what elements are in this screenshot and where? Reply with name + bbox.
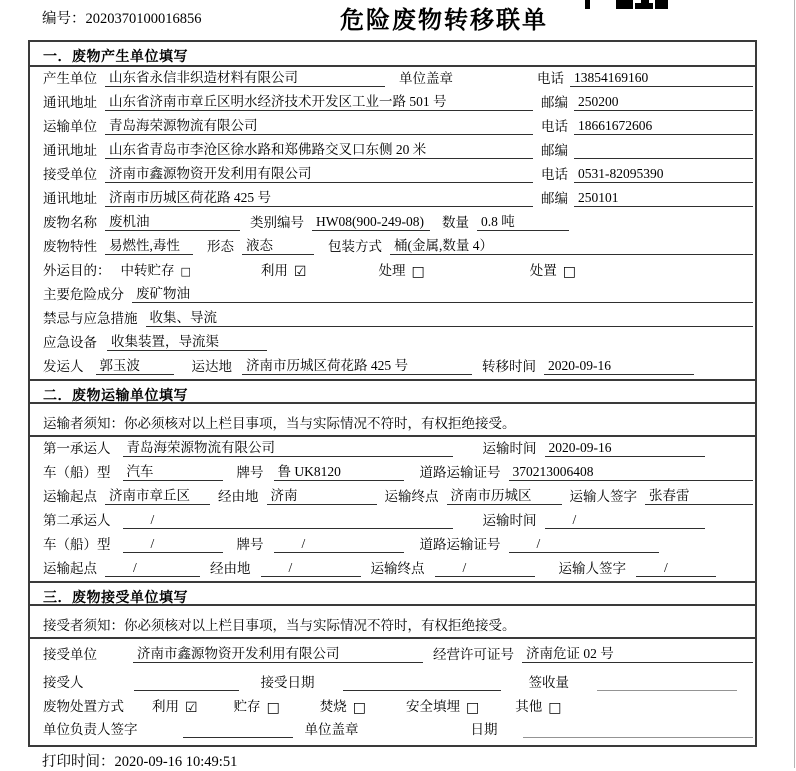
transport-time-value: /	[545, 512, 705, 529]
checkbox-unchecked-icon: □	[466, 700, 480, 716]
route-via-value: /	[261, 560, 361, 577]
category-code-value: HW08(900-249-08)	[312, 214, 430, 231]
producer-address-row	[30, 91, 755, 115]
transfer-purpose-label: 外运目的：	[43, 263, 111, 278]
plate-number-value: 鲁 UK8120	[274, 464, 404, 481]
address-label: 通讯地址	[43, 95, 97, 110]
first-carrier-label: 第一承运人	[43, 441, 111, 456]
received-quantity-label: 签收量	[528, 675, 569, 690]
carrier-signature-label: 运输人签字	[558, 561, 626, 576]
received-quantity-value	[597, 690, 737, 691]
form-label: 形态	[207, 239, 234, 254]
address-label: 通讯地址	[43, 191, 97, 206]
packing-value: 桶(金属,数量 4）	[390, 238, 753, 255]
producer-unit-value: 山东省永信非织造材料有限公司	[105, 70, 385, 87]
transport-unit-label: 运输单位	[43, 119, 97, 134]
option-other-label: 其他	[515, 699, 543, 714]
transfer-time-value: 2020-09-16	[544, 358, 694, 375]
quantity-label: 数量	[442, 215, 469, 230]
checkbox-unchecked-icon: □	[562, 264, 576, 280]
road-license-label: 道路运输证号	[419, 537, 501, 552]
phone-label: 电话	[541, 119, 568, 134]
quantity-value: 0.8 吨	[477, 214, 569, 231]
print-time-label: 打印时间：	[42, 754, 115, 770]
carrier-signature-value: /	[636, 560, 716, 577]
producer-unit-row	[30, 67, 755, 91]
destination-value: 济南市历城区荷花路 425 号	[242, 358, 472, 375]
unit-seal-label: 单位盖章	[399, 71, 453, 86]
hazard-component-value: 废矿物油	[132, 286, 753, 303]
option-store-label: 贮存	[233, 699, 261, 714]
transport-time-label: 运输时间	[482, 441, 537, 456]
plate-number-value: /	[274, 536, 404, 553]
road-license-label: 道路运输证号	[419, 465, 501, 480]
qr-code-fragment-icon	[585, 0, 670, 9]
qr-block	[621, 0, 633, 9]
checkbox-checked-icon: ☑	[293, 264, 307, 280]
dispatcher-value: 郭玉波	[96, 358, 174, 375]
receiver-unit-row	[30, 163, 755, 187]
receiver-address-row	[30, 187, 755, 211]
packing-label: 包装方式	[328, 239, 382, 254]
carrier-signature-label: 运输人签字	[569, 489, 637, 504]
category-code-label: 类别编号	[250, 215, 304, 230]
route2-row	[30, 557, 755, 581]
road-license-value: 370213006408	[509, 464, 754, 481]
accept-date-value	[343, 690, 501, 691]
dispatcher-label: 发运人	[43, 359, 84, 374]
plate-number-label: 牌号	[236, 465, 264, 480]
route-start-value: /	[105, 560, 200, 577]
recipient-row	[30, 667, 755, 695]
vehicle2-row	[30, 533, 755, 557]
vehicle-type-value: /	[123, 536, 223, 553]
qr-block	[641, 0, 649, 4]
accepting-unit-value: 济南市鑫源物资开发利用有限公司	[133, 646, 423, 663]
transporter-address-row	[30, 139, 755, 163]
checkbox-unchecked-icon: □	[180, 265, 191, 278]
vehicle-type-label: 车（船）型	[43, 537, 111, 552]
address-label: 通讯地址	[43, 143, 97, 158]
road-license-value: /	[509, 536, 659, 553]
waste-traits-label: 废物特性	[43, 239, 97, 254]
second-carrier-row	[30, 509, 755, 533]
taboo-measures-row	[30, 307, 755, 331]
destination-label: 运达地	[191, 359, 232, 374]
route-via-label: 经由地	[210, 561, 251, 576]
receiver-unit-label: 接受单位	[43, 167, 97, 182]
vehicle1-row	[30, 461, 755, 485]
checkbox-unchecked-icon: □	[266, 700, 280, 716]
permit-number-value: 济南危证 02 号	[522, 646, 753, 663]
section3-notice: 接受者须知：你必须核对以上栏目事项，当与实际情况不符时，有权拒绝接受。	[30, 606, 755, 639]
receiver-phone-value: 0531-82095390	[574, 166, 753, 183]
page-title: 危险废物转移联单	[340, 8, 548, 34]
emergency-equipment-row	[30, 331, 755, 355]
responsible-signature-value	[183, 737, 293, 738]
waste-name-value: 废机油	[105, 214, 240, 231]
disposal-method-row	[30, 695, 755, 719]
producer-phone-value: 13854169160	[570, 70, 753, 87]
carrier-signature-value: 张春雷	[645, 488, 753, 505]
route-start-label: 运输起点	[43, 561, 97, 576]
disposal-method-label: 废物处置方式	[43, 699, 124, 714]
option-transit-storage-label: 中转贮存	[120, 263, 175, 278]
accept-date-label: 接受日期	[260, 675, 315, 690]
permit-number-label: 经营许可证号	[433, 647, 514, 662]
receiver-zip-value: 250101	[574, 190, 753, 207]
document-number-value: 2020370100016856	[85, 11, 202, 27]
zip-label: 邮编	[541, 95, 568, 110]
recipient-label: 接受人	[43, 675, 84, 690]
route1-row	[30, 485, 755, 509]
route-start-label: 运输起点	[43, 489, 97, 504]
route-end-label: 运输终点	[370, 561, 425, 576]
form-value: 液态	[242, 238, 314, 255]
qr-block	[585, 0, 621, 9]
transport-time-label: 运输时间	[482, 513, 537, 528]
route-end-value: /	[435, 560, 535, 577]
receiver-unit-value: 济南市鑫源物资开发利用有限公司	[105, 166, 533, 183]
accepting-unit-label: 接受单位	[43, 647, 97, 662]
option-utilize-label: 利用	[260, 263, 288, 278]
transporter-phone-value: 18661672606	[574, 118, 753, 135]
waste-traits-value: 易燃性,毒性	[105, 238, 193, 255]
date-value	[523, 737, 754, 738]
checkbox-unchecked-icon: □	[411, 264, 425, 280]
responsible-signature-row	[30, 719, 755, 742]
page-edge-line	[794, 0, 795, 768]
option-utilize-label: 利用	[152, 699, 179, 714]
checkbox-unchecked-icon: □	[352, 700, 367, 716]
first-carrier-row	[30, 437, 755, 461]
phone-label: 电话	[541, 167, 568, 182]
emergency-equipment-label: 应急设备	[43, 335, 97, 350]
route-end-value: 济南市历城区	[447, 488, 562, 505]
taboo-measures-value: 收集、导流	[146, 310, 754, 327]
accepting-unit-row	[30, 639, 755, 667]
transfer-purpose-row	[30, 259, 755, 283]
receiver-address-value: 济南市历城区荷花路 425 号	[105, 190, 533, 207]
option-incinerate-label: 焚烧	[319, 699, 347, 714]
second-carrier-label: 第二承运人	[43, 513, 111, 528]
section2-notice: 运输者须知：你必须核对以上栏目事项，当与实际情况不符时，有权拒绝接受。	[30, 404, 755, 437]
option-dispose-label: 处置	[529, 263, 557, 278]
section2-header: 二．废物运输单位填写	[30, 379, 755, 404]
zip-label: 邮编	[541, 191, 568, 206]
first-carrier-value: 青岛海荣源物流有限公司	[123, 440, 453, 457]
route-start-value: 济南市章丘区	[105, 488, 210, 505]
hazard-component-label: 主要危险成分	[43, 287, 124, 302]
unit-seal-label: 单位盖章	[304, 722, 359, 737]
producer-address-value: 山东省济南市章丘区明水经济技术开发区工业一路 501 号	[105, 94, 533, 111]
date-label: 日期	[470, 722, 498, 737]
transporter-address-value: 山东省青岛市李沧区徐水路和郑佛路交叉口东侧 20 米	[105, 142, 533, 159]
vehicle-type-value: 汽车	[123, 464, 223, 481]
document-number-label: 编号：	[42, 11, 86, 27]
hazard-component-row	[30, 283, 755, 307]
producer-zip-value: 250200	[574, 94, 753, 111]
qr-block	[655, 0, 668, 9]
responsible-signature-label: 单位负责人签字	[43, 722, 138, 737]
section3-header: 三．废物接受单位填写	[30, 581, 755, 606]
route-end-label: 运输终点	[384, 489, 439, 504]
checkbox-unchecked-icon: □	[548, 700, 562, 716]
section1-header: 一．废物产生单位填写	[30, 42, 755, 67]
route-via-label: 经由地	[218, 489, 259, 504]
manifest-form	[28, 40, 757, 747]
emergency-equipment-value: 收集装置，导流渠	[107, 334, 267, 351]
transporter-zip-value	[574, 158, 753, 159]
transfer-time-label: 转移时间	[482, 359, 536, 374]
transport-unit-row	[30, 115, 755, 139]
producer-unit-label: 产生单位	[43, 71, 97, 86]
waste-traits-row	[30, 235, 755, 259]
transport-unit-value: 青岛海荣源物流有限公司	[105, 118, 533, 135]
taboo-measures-label: 禁忌与应急措施	[43, 311, 138, 326]
option-treat-label: 处理	[378, 263, 406, 278]
zip-label: 邮编	[541, 143, 568, 158]
recipient-value	[134, 690, 239, 691]
vehicle-type-label: 车（船）型	[43, 465, 111, 480]
transport-time-value: 2020-09-16	[545, 440, 705, 457]
route-via-value: 济南	[267, 488, 377, 505]
checkbox-checked-icon: ☑	[185, 700, 198, 716]
second-carrier-value: /	[123, 512, 453, 529]
plate-number-label: 牌号	[236, 537, 264, 552]
print-time-value: 2020-09-16 10:49:51	[114, 754, 238, 770]
dispatcher-row	[30, 355, 755, 379]
option-landfill-label: 安全填埋	[406, 699, 461, 714]
waste-name-row	[30, 211, 755, 235]
waste-name-label: 废物名称	[43, 215, 97, 230]
phone-label: 电话	[537, 71, 564, 86]
